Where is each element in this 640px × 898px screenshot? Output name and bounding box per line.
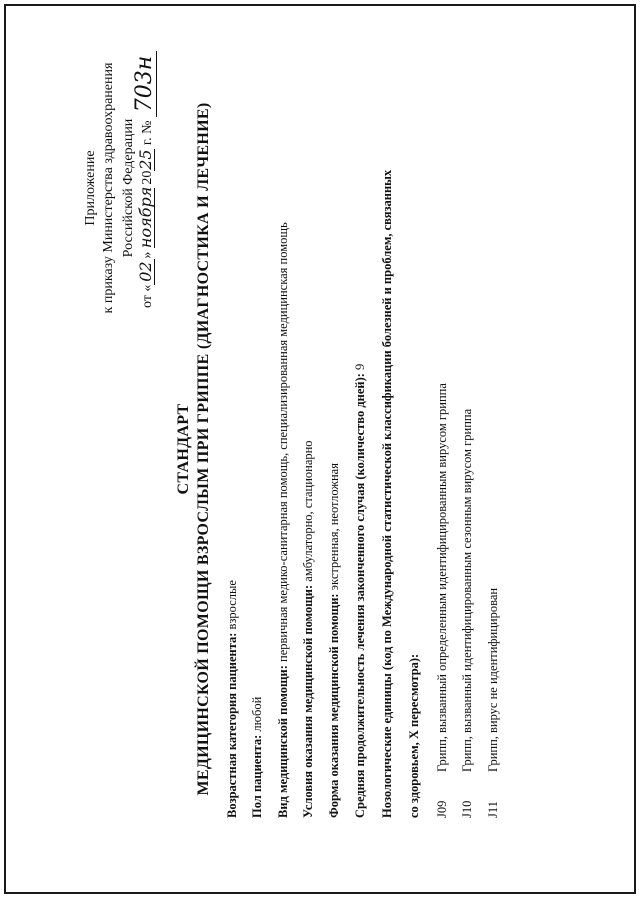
field-care-conditions <box>302 440 315 818</box>
field-sex <box>251 697 264 818</box>
field-value: взрослые <box>225 580 239 633</box>
field-label: Пол пациента: <box>250 734 264 818</box>
field-care-form <box>328 463 341 818</box>
icd-description: Грипп, вызванный определенным идентифицированным вирусом гриппа <box>435 383 449 772</box>
icd-code: J11 <box>486 801 500 818</box>
date-year-prefix: 20 <box>140 170 155 185</box>
date-year: 25 <box>136 149 155 170</box>
icd-code-row <box>436 383 449 818</box>
nosology-heading-line-2: со здоровьем, X пересмотра): <box>407 653 421 818</box>
approval-line-2: к приказу Министерства здравоохранения <box>101 62 116 314</box>
icd-code-row <box>461 409 474 818</box>
icd-code: J09 <box>435 800 449 818</box>
date-month: ноября <box>136 186 155 249</box>
date-mid: » <box>140 251 155 259</box>
field-treatment-duration <box>354 364 367 818</box>
icd-code-row <box>487 588 500 818</box>
field-value: первичная медико-санитарная помощь, специализированная медицинская помощь <box>276 222 290 666</box>
field-label: Средняя продолжительность лечения законченного случая (количество дней): <box>353 373 367 818</box>
date-suffix: г. № <box>140 120 155 146</box>
approval-date-line <box>134 8 157 308</box>
nosology-heading-line-1: Нозологические единицы (код по Международной статистической классификации болезней и проблем, связанных <box>380 169 394 818</box>
field-label: Условия оказания медицинской помощи: <box>301 584 315 818</box>
date-day: 02 <box>138 259 155 285</box>
field-care-type <box>277 222 290 818</box>
date-prefix: от « <box>140 284 155 308</box>
standard-title: СТАНДАРТ <box>175 403 192 495</box>
icd-description: Грипп, вирус не идентифицирован <box>486 587 500 772</box>
field-value: амбулаторно, стационарно <box>301 440 315 585</box>
order-number: 703н <box>134 51 157 117</box>
icd-description: Грипп, вызванный идентифицированным сезонным вирусом гриппа <box>460 408 474 772</box>
field-label: Вид медицинской помощи: <box>276 665 290 818</box>
standard-subtitle: МЕДИЦИНСКОЙ ПОМОЩИ ВЗРОСЛЫМ ПРИ ГРИППЕ (ДИАГНОСТИКА И ЛЕЧЕНИЕ) <box>195 102 212 796</box>
field-label: Форма оказания медицинской помощи: <box>327 593 341 818</box>
field-age-category <box>226 580 239 818</box>
approval-line-3: Российской Федерации <box>121 118 136 258</box>
field-value: экстренная, неотложная <box>327 463 341 594</box>
approval-line-1: Приложение <box>83 150 98 226</box>
field-value: 9 <box>353 363 367 374</box>
field-value: любой <box>250 696 264 735</box>
icd-code: J10 <box>460 800 474 818</box>
field-label: Возрастная категория пациента: <box>225 632 239 818</box>
